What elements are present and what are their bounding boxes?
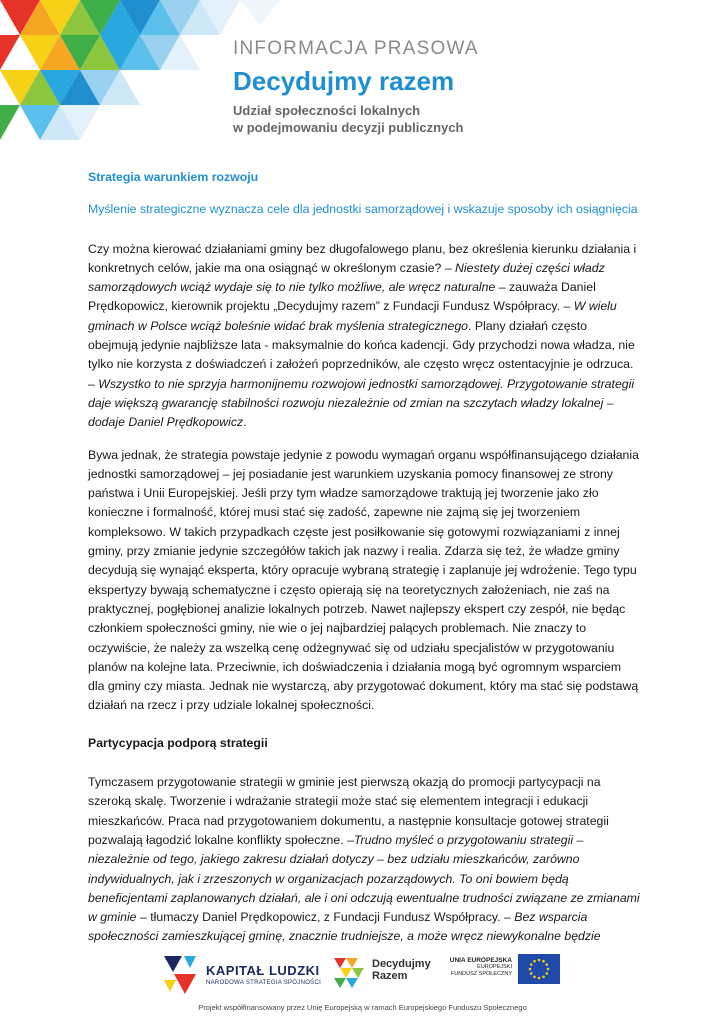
- article-body: [88, 168, 640, 960]
- cofinancing-note: Projekt współfinansowany przez Unię Europejską w ramach Europejskiego Funduszu Społecznego: [198, 1003, 527, 1012]
- footer: [0, 940, 725, 1024]
- kapital-ludzki-logo-icon: [160, 950, 200, 1002]
- kapital-ludzki-text: KAPITAŁ LUDZKI NARODOWA STRATEGIA SPÓJNOŚCI: [206, 963, 322, 986]
- press-release-label: INFORMACJA PRASOWA: [233, 38, 479, 59]
- paragraph-3: Tymczasem przygotowanie strategii w gminie jest pierwszą okazją do promocji partycypacji na szeroką skalę. Tworzenie i wdrażanie strategii może stać się elementem integracji i edukacji mieszkańców. Praca nad przygotowaniem dokumentu, a następnie konsultacje gotowej strategii pozwalają łagodzić lokalne konflikty społeczne. –Trudno myśleć o przygotowaniu strategii – niezależnie od tego, jakiego zakresu działań dotyczy – bez udziału mieszkańców, zarówno indywidualnych, jak i zrzeszonych w organizacjach pozarządowych. To oni bowiem będą beneficjentami zaplanowanych działań, ale i oni odczują ewentualne trudności związane ze zmianami w gminie – tłumaczy Daniel Prędkopowicz, z Fundacji Fundusz Współpracy. – Bez wsparcia społeczności zamieszkującej gminę, znacznie trudniejsze, a może wręcz niewykonalne będzie: [88, 775, 640, 944]
- eu-fund-text: UNIA EUROPEJSKA EUROPEJSKI FUNDUSZ SPOŁECZNY: [449, 957, 512, 977]
- header-block: [233, 38, 479, 136]
- paragraph-2: Bywa jednak, że strategia powstaje jedynie z powodu wymagań organu współfinansującego działania jednostki samorządowej – jej posiadanie jest warunkiem uzyskania pomocy finansowej ze strony państwa i Unii Europejskiej. Jeśli przy tym władze samorządowe traktują jej tworzenie jako zło konieczne i formalność, której musi stać się zadość, zapewne nie zajmą się jej tworzeniem kompleksowo. W takich przypadkach częste jest posiłkowanie się gotowymi rozwiązaniami z innej gminy, przy zmianie jedynie szczegółów takich jak nazwy i realia. Zdarza się też, że władze gminy decydują się wynająć eksperta, który opracuje wybraną strategię i zaplanuje jej wdrożenie. Tego typu ekspertyzy bywają schematyczne i często opierają się na teoretycznych założeniach, nie zaś na praktycznej, pogłębionej analizie lokalnych potrzeb. Nawet najlepszy ekspert czy zespół, nie będąc członkiem społeczności gminy, nie wie o jej najbardziej palących problemach. Nie znaczy to oczywiście, że należy za wszelką cenę odżegnywać się od udziału specjalistów w przygotowaniu planów na kolejne lata. Przeciwnie, ich doświadczenia i działania mogą być ogromnym wsparciem dla gminy czy miasta. Jednak nie wystarczą, aby przygotować dokument, który ma stać się podstawą działań na rzecz i przy udziale lokalnej społeczności.: [88, 447, 639, 713]
- paragraph-1: Czy można kierować działaniami gminy bez długofalowego planu, bez określenia kierunku działania i konkretnych celów, jakie ma ona osiągnąć w określonym czasie? – Niestety dużej części władz samorządowych wciąż wydaje się to nie tylko możliwe, ale wręcz naturalne – zauważa Daniel Prędkopowicz, kierownik projektu „Decydujmy razem” z Fundacji Fundusz Współpracy. – W wielu gminach w Polsce wciąż boleśnie widać brak myślenia strategicznego. Plany działań często obejmują jedynie najbliższe lata - maksymalnie do końca kadencji. Gdy przychodzi nowa władza, nie tylko nie korzysta z doświadczeń i założeń poprzedników, ale często wręcz ostentacyjnie je odrzuca. – Wszystko to nie sprzyja harmonijnemu rozwojowi jednostki samorządowej. Przygotowanie strategii daje większą gwarancję stabilności rozwoju niezależnie od zmian na szczytach władzy lokalnej – dodaje Daniel Prędkopowicz.: [88, 241, 637, 430]
- eu-flag-icon: [518, 954, 560, 984]
- decydujmy-razem-logo-icon: [330, 954, 368, 992]
- decydujmy-razem-text: Decydujmy Razem: [372, 958, 431, 982]
- section-heading-1: Strategia warunkiem rozwoju: [88, 170, 259, 184]
- campaign-title: Decydujmy razem: [233, 66, 455, 96]
- campaign-description: Udział społeczności lokalnych w podejmowaniu decyzji publicznych: [233, 103, 464, 135]
- section-heading-2: Partycypacja podporą strategii: [88, 735, 268, 750]
- lead-paragraph: Myślenie strategiczne wyznacza cele dla jednostki samorządowej i wskazuje sposoby ich osiągnięcia: [88, 202, 638, 217]
